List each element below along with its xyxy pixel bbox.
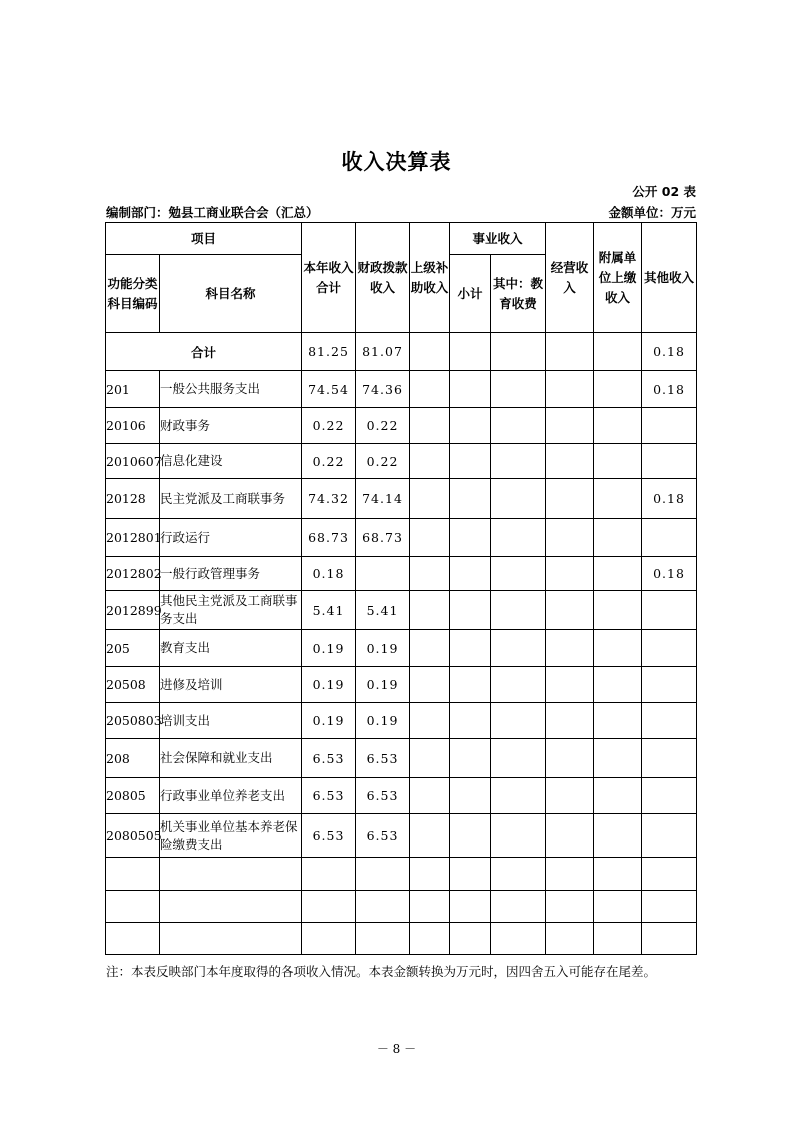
amount-cell: 68.73 (356, 519, 410, 557)
amount-cell (410, 408, 450, 444)
func-code-cell: 2010607 (106, 444, 160, 479)
subject-name-cell (160, 891, 302, 923)
amount-cell (642, 408, 697, 444)
func-code-cell: 2012899 (106, 591, 160, 630)
amount-cell (546, 444, 594, 479)
amount-cell (642, 667, 697, 703)
amount-cell (491, 519, 546, 557)
header-business-income: 事业收入 (450, 223, 546, 255)
amount-cell (594, 703, 642, 739)
amount-cell (642, 891, 697, 923)
amount-cell (450, 408, 491, 444)
subject-name-cell: 进修及培训 (160, 667, 302, 703)
table-row (106, 591, 697, 630)
subject-name-cell: 培训支出 (160, 703, 302, 739)
subject-name-cell: 行政运行 (160, 519, 302, 557)
header-subject-name: 科目名称 (160, 255, 302, 333)
amount-cell (546, 408, 594, 444)
amount-cell (491, 703, 546, 739)
amount-cell (356, 891, 410, 923)
table-row (106, 557, 697, 591)
subject-name-cell: 民主党派及工商联事务 (160, 479, 302, 519)
amount-cell (491, 591, 546, 630)
amount-cell: 0.22 (356, 444, 410, 479)
func-code-cell: 208 (106, 739, 160, 778)
amount-cell: 0.19 (302, 630, 356, 667)
department-label: 编制部门：勉县工商业联合会（汇总） (106, 205, 319, 220)
func-code-cell (106, 923, 160, 955)
header-total-income: 本年收入合计 (302, 223, 356, 333)
amount-cell: 0.19 (356, 667, 410, 703)
header-edu-fee: 其中：教育收费 (491, 255, 546, 333)
amount-cell (594, 814, 642, 858)
func-code-cell: 20128 (106, 479, 160, 519)
amount-cell: 6.53 (356, 739, 410, 778)
amount-cell (410, 814, 450, 858)
amount-cell (410, 703, 450, 739)
table-row (106, 408, 697, 444)
amount-cell (594, 444, 642, 479)
subject-name-cell: 行政事业单位养老支出 (160, 778, 302, 814)
amount-cell: 0.19 (302, 667, 356, 703)
amount-cell (546, 923, 594, 955)
header-upper-subsidy: 上级补助收入 (410, 223, 450, 333)
amount-cell (594, 557, 642, 591)
amount-cell (356, 858, 410, 891)
func-code-cell (106, 891, 160, 923)
amount-cell (450, 479, 491, 519)
amount-cell (546, 814, 594, 858)
func-code-cell: 20106 (106, 408, 160, 444)
amount-cell (642, 630, 697, 667)
amount-cell (642, 444, 697, 479)
table-row (106, 703, 697, 739)
amount-cell: 6.53 (302, 814, 356, 858)
amount-cell (546, 591, 594, 630)
table-row (106, 858, 697, 891)
table-row (106, 923, 697, 955)
footnote: 注：本表反映部门本年度取得的各项收入情况。本表金额转换为万元时，因四舍五入可能存在尾差。 (106, 964, 657, 979)
amount-cell (642, 591, 697, 630)
amount-cell (450, 778, 491, 814)
amount-cell (491, 667, 546, 703)
amount-cell (302, 858, 356, 891)
amount-cell (410, 519, 450, 557)
amount-cell: 0.18 (642, 479, 697, 519)
amount-cell (546, 519, 594, 557)
func-code-cell: 2050803 (106, 703, 160, 739)
amount-cell (450, 557, 491, 591)
amount-cell (302, 923, 356, 955)
amount-cell (410, 557, 450, 591)
amount-cell (546, 630, 594, 667)
subject-name-cell: 其他民主党派及工商联事务支出 (160, 591, 302, 630)
amount-cell (594, 778, 642, 814)
func-code-cell: 2080505 (106, 814, 160, 858)
amount-cell (594, 630, 642, 667)
amount-cell (410, 891, 450, 923)
func-code-cell: 205 (106, 630, 160, 667)
func-code-cell: 20805 (106, 778, 160, 814)
amount-cell (450, 814, 491, 858)
amount-cell (450, 739, 491, 778)
amount-cell (450, 519, 491, 557)
amount-cell (410, 630, 450, 667)
amount-cell (410, 371, 450, 408)
table-row (106, 891, 697, 923)
amount-cell (594, 923, 642, 955)
amount-cell (356, 923, 410, 955)
amount-cell (410, 479, 450, 519)
total-cell (450, 333, 491, 371)
amount-cell (642, 858, 697, 891)
amount-cell: 74.14 (356, 479, 410, 519)
amount-cell (594, 858, 642, 891)
table-row (106, 814, 697, 858)
amount-cell (642, 814, 697, 858)
amount-cell (642, 519, 697, 557)
amount-cell (410, 858, 450, 891)
amount-cell: 6.53 (356, 778, 410, 814)
subject-name-cell: 信息化建设 (160, 444, 302, 479)
total-cell (546, 333, 594, 371)
amount-cell: 0.18 (302, 557, 356, 591)
amount-cell: 0.18 (642, 371, 697, 408)
amount-cell: 74.32 (302, 479, 356, 519)
amount-cell: 6.53 (302, 739, 356, 778)
amount-cell (642, 739, 697, 778)
subject-name-cell: 社会保障和就业支出 (160, 739, 302, 778)
total-cell: 0.18 (642, 333, 697, 371)
amount-cell: 0.18 (642, 557, 697, 591)
amount-cell (491, 408, 546, 444)
amount-cell (356, 557, 410, 591)
header-other: 其他收入 (642, 223, 697, 333)
amount-cell: 68.73 (302, 519, 356, 557)
amount-cell: 0.19 (356, 703, 410, 739)
amount-cell (642, 923, 697, 955)
amount-cell: 5.41 (302, 591, 356, 630)
table-row (106, 778, 697, 814)
amount-cell (491, 479, 546, 519)
amount-cell: 74.36 (356, 371, 410, 408)
func-code-cell: 2012801 (106, 519, 160, 557)
header-operating: 经营收入 (546, 223, 594, 333)
total-cell: 81.25 (302, 333, 356, 371)
amount-cell: 0.22 (302, 444, 356, 479)
amount-cell (491, 739, 546, 778)
total-cell (594, 333, 642, 371)
amount-cell (594, 479, 642, 519)
amount-cell (546, 479, 594, 519)
amount-cell (450, 923, 491, 955)
amount-cell: 0.19 (302, 703, 356, 739)
amount-cell (302, 891, 356, 923)
total-label: 合计 (106, 333, 302, 371)
amount-cell (450, 667, 491, 703)
header-project: 项目 (106, 223, 302, 255)
table-row (106, 667, 697, 703)
page-number: － 8 － (376, 1042, 417, 1056)
amount-cell: 74.54 (302, 371, 356, 408)
amount-cell (410, 591, 450, 630)
amount-cell: 0.22 (302, 408, 356, 444)
amount-cell: 6.53 (302, 778, 356, 814)
amount-cell (450, 444, 491, 479)
subject-name-cell (160, 858, 302, 891)
amount-cell (410, 444, 450, 479)
table-body (106, 371, 697, 955)
amount-cell (450, 591, 491, 630)
func-code-cell: 2012802 (106, 557, 160, 591)
amount-cell: 0.19 (356, 630, 410, 667)
amount-cell (546, 667, 594, 703)
total-cell (410, 333, 450, 371)
amount-cell (642, 703, 697, 739)
subject-name-cell: 教育支出 (160, 630, 302, 667)
amount-cell (450, 703, 491, 739)
amount-cell (546, 778, 594, 814)
amount-cell (410, 667, 450, 703)
amount-cell: 6.53 (356, 814, 410, 858)
table-row (106, 444, 697, 479)
amount-cell (450, 858, 491, 891)
amount-cell (491, 778, 546, 814)
amount-cell (594, 891, 642, 923)
form-number: 公开 02 表 (632, 184, 696, 199)
table-row (106, 371, 697, 408)
page-title: 收入决算表 (341, 150, 452, 174)
amount-cell (410, 739, 450, 778)
subject-name-cell (160, 923, 302, 955)
amount-cell: 5.41 (356, 591, 410, 630)
subject-name-cell: 财政事务 (160, 408, 302, 444)
amount-cell (450, 630, 491, 667)
amount-cell (491, 630, 546, 667)
amount-cell (642, 778, 697, 814)
func-code-cell: 201 (106, 371, 160, 408)
amount-cell (594, 667, 642, 703)
table-row (106, 519, 697, 557)
amount-cell (546, 858, 594, 891)
amount-cell (491, 557, 546, 591)
amount-cell (594, 591, 642, 630)
subject-name-cell: 一般行政管理事务 (160, 557, 302, 591)
total-cell: 81.07 (356, 333, 410, 371)
amount-cell (491, 444, 546, 479)
amount-cell (491, 814, 546, 858)
amount-cell (491, 858, 546, 891)
amount-cell (450, 371, 491, 408)
amount-cell (546, 371, 594, 408)
amount-cell (450, 891, 491, 923)
table-row (106, 479, 697, 519)
total-cell (491, 333, 546, 371)
amount-cell (594, 408, 642, 444)
amount-unit-label: 金额单位：万元 (608, 205, 696, 220)
table-header (106, 223, 697, 333)
amount-cell (410, 923, 450, 955)
amount-cell (546, 557, 594, 591)
table-row (106, 739, 697, 778)
subject-name-cell: 一般公共服务支出 (160, 371, 302, 408)
amount-cell (491, 923, 546, 955)
amount-cell (491, 891, 546, 923)
income-table (105, 222, 697, 955)
header-fiscal: 财政拨款收入 (356, 223, 410, 333)
table-row (106, 630, 697, 667)
amount-cell (594, 519, 642, 557)
func-code-cell: 20508 (106, 667, 160, 703)
total-row (106, 333, 697, 371)
amount-cell (594, 739, 642, 778)
header-subtotal: 小计 (450, 255, 491, 333)
amount-cell (410, 778, 450, 814)
amount-cell (546, 703, 594, 739)
amount-cell (546, 891, 594, 923)
header-func-code: 功能分类科目编码 (106, 255, 160, 333)
func-code-cell (106, 858, 160, 891)
amount-cell (491, 371, 546, 408)
subject-name-cell: 机关事业单位基本养老保险缴费支出 (160, 814, 302, 858)
amount-cell: 0.22 (356, 408, 410, 444)
amount-cell (594, 371, 642, 408)
amount-cell (546, 739, 594, 778)
header-affiliated: 附属单位上缴收入 (594, 223, 642, 333)
